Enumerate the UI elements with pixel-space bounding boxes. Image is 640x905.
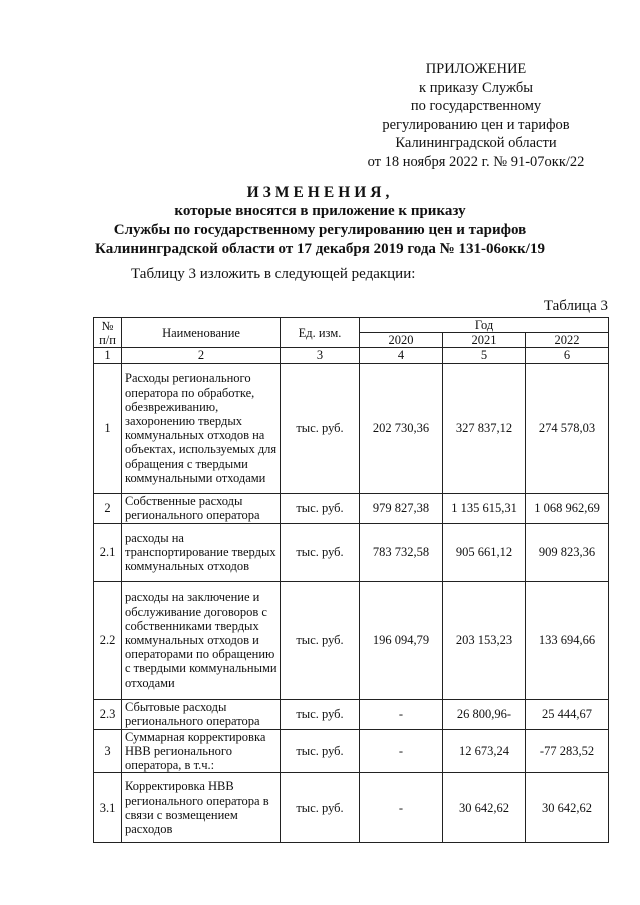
- row-name: Суммарная корректировка НВВ регионального оператора, в т.ч.:: [122, 729, 281, 773]
- row-value-2020: -: [360, 773, 443, 843]
- row-value-2022: 274 578,03: [526, 363, 609, 493]
- header-year-2021: 2021: [443, 333, 526, 348]
- row-num: 2.3: [94, 699, 122, 729]
- row-value-2022: -77 283,52: [526, 729, 609, 773]
- row-unit: тыс. руб.: [281, 773, 360, 843]
- appendix-line: к приказу Службы: [419, 79, 533, 96]
- row-value-2021: 203 153,23: [443, 581, 526, 699]
- row-name: Расходы регионального оператора по обработке, обезвреживанию, захоронению твердых коммунальных отходов на объектах, используемых для обращения с твердыми коммунальными отходами: [122, 363, 281, 493]
- row-value-2022: 25 444,67: [526, 699, 609, 729]
- header-year: Год: [360, 318, 609, 333]
- index-cell: 5: [443, 348, 526, 363]
- header-name: Наименование: [122, 318, 281, 348]
- row-value-2020: 783 732,58: [360, 523, 443, 581]
- row-name: Корректировка НВВ регионального оператора в связи с возмещением расходов: [122, 773, 281, 843]
- row-num: 2.1: [94, 523, 122, 581]
- row-value-2022: 1 068 962,69: [526, 493, 609, 523]
- table-row: [94, 773, 609, 843]
- row-value-2020: -: [360, 729, 443, 773]
- appendix-line: регулированию цен и тарифов: [382, 116, 570, 133]
- index-cell: 4: [360, 348, 443, 363]
- row-value-2020: 196 094,79: [360, 581, 443, 699]
- heading-line: Калининградской области от 17 декабря 2019 года № 131-06окк/19: [95, 241, 545, 257]
- row-name: расходы на транспортирование твердых коммунальных отходов: [122, 523, 281, 581]
- row-num: 3: [94, 729, 122, 773]
- table-label: Таблица 3: [543, 298, 608, 314]
- appendix-line: ПРИЛОЖЕНИЕ: [425, 61, 527, 77]
- row-num: 3.1: [94, 773, 122, 843]
- table-row: [94, 363, 609, 493]
- row-name: Собственные расходы регионального оператора: [122, 493, 281, 523]
- row-value-2020: 202 730,36: [360, 363, 443, 493]
- row-num: 1: [94, 363, 122, 493]
- table-index-row: [94, 348, 609, 363]
- row-value-2021: 1 135 615,31: [443, 493, 526, 523]
- row-value-2022: 30 642,62: [526, 773, 609, 843]
- header-year-2020: 2020: [360, 333, 443, 348]
- appendix-block: [346, 60, 606, 171]
- heading-line: которые вносятся в приложение к приказу: [174, 203, 466, 219]
- table-header-row: [94, 318, 609, 333]
- row-value-2020: -: [360, 699, 443, 729]
- row-unit: тыс. руб.: [281, 699, 360, 729]
- row-name: расходы на заключение и обслуживание договоров с собственниками твердых коммунальных отходов и операторами по обращению с твердыми коммунальными отходами: [122, 581, 281, 699]
- row-num: 2.2: [94, 581, 122, 699]
- row-value-2021: 905 661,12: [443, 523, 526, 581]
- heading-line: Службы по государственному регулированию цен и тарифов: [113, 222, 527, 238]
- data-table: [93, 317, 609, 843]
- row-value-2021: 12 673,24: [443, 729, 526, 773]
- row-unit: тыс. руб.: [281, 581, 360, 699]
- header-unit: Ед. изм.: [281, 318, 360, 348]
- index-cell: 6: [526, 348, 609, 363]
- index-cell: 3: [281, 348, 360, 363]
- index-cell: 2: [122, 348, 281, 363]
- index-cell: 1: [94, 348, 122, 363]
- row-name: Сбытовые расходы регионального оператора: [122, 699, 281, 729]
- table-row: [94, 729, 609, 773]
- intro-text: Таблицу 3 изложить в следующей редакции:: [131, 266, 416, 282]
- row-value-2022: 133 694,66: [526, 581, 609, 699]
- row-value-2021: 26 800,96-: [443, 699, 526, 729]
- row-value-2021: 327 837,12: [443, 363, 526, 493]
- header-num: № п/п: [94, 318, 122, 348]
- row-value-2022: 909 823,36: [526, 523, 609, 581]
- row-unit: тыс. руб.: [281, 363, 360, 493]
- appendix-line: Калининградской области: [395, 135, 557, 151]
- row-unit: тыс. руб.: [281, 729, 360, 773]
- row-unit: тыс. руб.: [281, 493, 360, 523]
- heading-title: ИЗМЕНЕНИЯ,: [246, 184, 394, 201]
- table-row: [94, 699, 609, 729]
- row-value-2020: 979 827,38: [360, 493, 443, 523]
- appendix-line: по государственному: [410, 98, 542, 114]
- row-value-2021: 30 642,62: [443, 773, 526, 843]
- table-row: [94, 523, 609, 581]
- table-row: [94, 581, 609, 699]
- table-row: [94, 493, 609, 523]
- row-num: 2: [94, 493, 122, 523]
- document-heading: [0, 183, 640, 259]
- row-unit: тыс. руб.: [281, 523, 360, 581]
- header-year-2022: 2022: [526, 333, 609, 348]
- appendix-line: от 18 ноября 2022 г. № 91-07окк/22: [367, 153, 585, 170]
